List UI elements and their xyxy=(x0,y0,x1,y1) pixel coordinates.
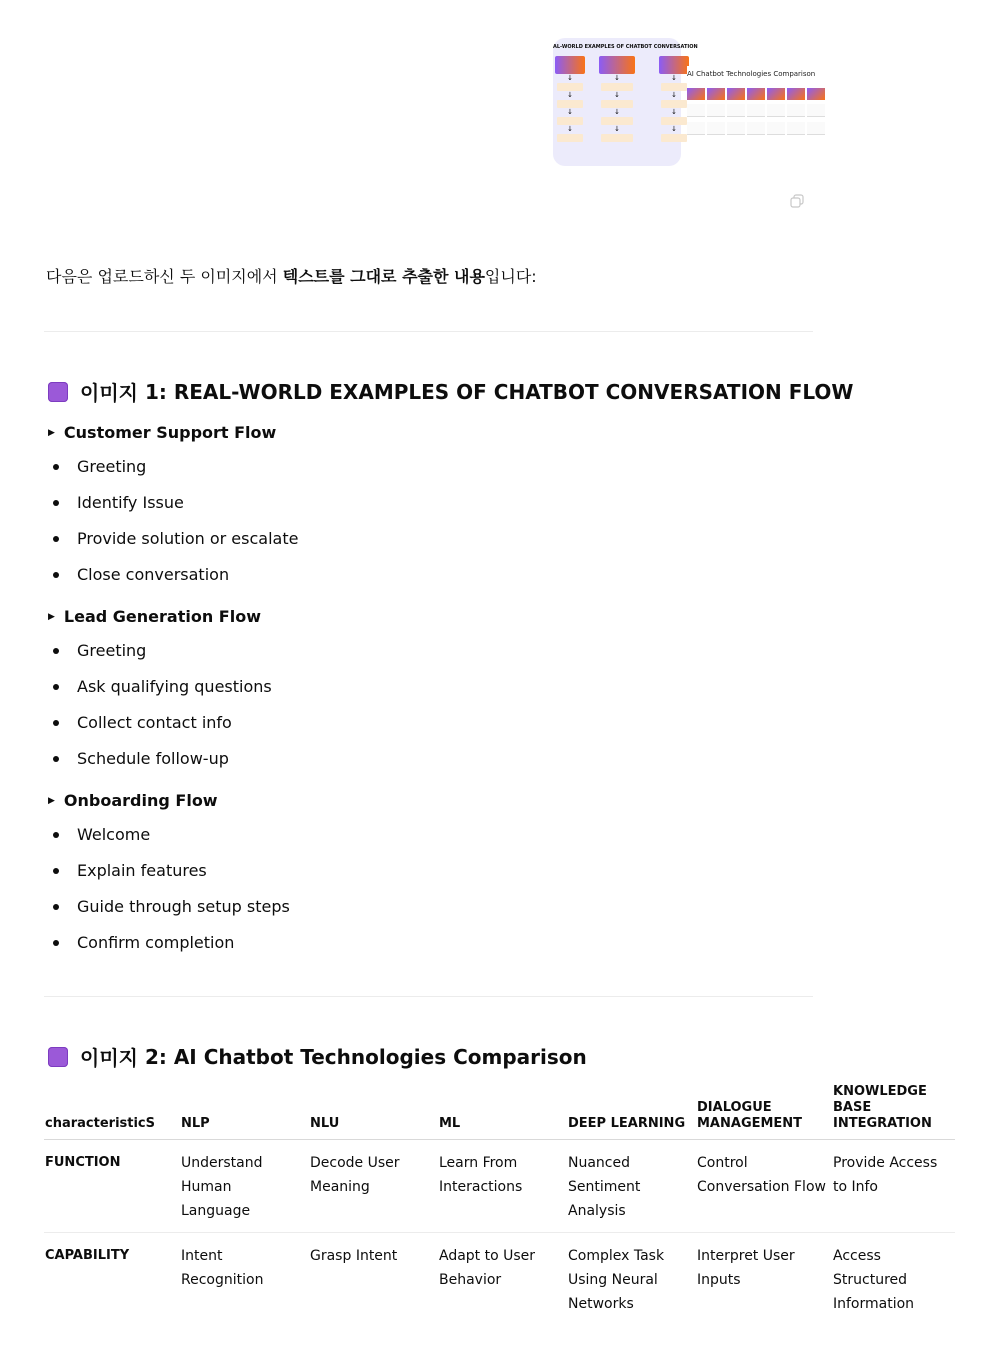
copy-icon[interactable] xyxy=(790,194,804,208)
intro-bold: 텍스트를 그대로 추출한 내용 xyxy=(282,267,485,286)
table-header-row xyxy=(44,1084,955,1140)
table-cell: Understand Human Language xyxy=(180,1140,309,1233)
purple-square-icon xyxy=(48,382,68,402)
divider xyxy=(44,996,813,997)
bullet-icon xyxy=(53,536,59,542)
list-item: Welcome xyxy=(53,825,150,844)
table-cell: CAPABILITY xyxy=(45,1248,130,1263)
list-item: Close conversation xyxy=(53,565,229,584)
table-cell: Grasp Intent xyxy=(310,1248,398,1264)
list-item: Greeting xyxy=(53,457,146,476)
list-item: Guide through setup steps xyxy=(53,897,290,916)
table-header: DIALOGUE MANAGEMENT xyxy=(696,1084,832,1140)
bullet-icon xyxy=(53,940,59,946)
table-cell: Nuanced Sentiment Analysis xyxy=(567,1140,696,1233)
intro-text: 다음은 업로드하신 두 이미지에서 텍스트를 그대로 추출한 내용입니다: xyxy=(46,267,537,286)
bullet-icon xyxy=(53,648,59,654)
bullet-icon xyxy=(53,832,59,838)
section-2-heading: 이미지 2: AI Chatbot Technologies Comparison xyxy=(48,1042,587,1071)
triangle-right-icon: ▶ xyxy=(48,427,55,438)
flow-heading-lead-generation: ▶ Lead Generation Flow xyxy=(48,607,261,626)
table-header: KNOWLEDGE BASE INTEGRATION xyxy=(832,1084,955,1140)
table-header: DEEP LEARNING xyxy=(567,1084,696,1140)
list-item: Provide solution or escalate xyxy=(53,529,298,548)
table-cell: Adapt to User Behavior xyxy=(439,1248,536,1288)
table-row xyxy=(44,1140,955,1233)
bullet-icon xyxy=(53,572,59,578)
flow-heading-onboarding: ▶ Onboarding Flow xyxy=(48,791,218,810)
list-item: Greeting xyxy=(53,641,146,660)
table-cell: Provide Access to Info xyxy=(832,1140,955,1233)
table-row xyxy=(44,1233,955,1326)
uploaded-images xyxy=(553,38,815,166)
table-cell: Complex Task Using Neural Networks xyxy=(568,1248,665,1312)
purple-square-icon xyxy=(48,1047,68,1067)
bullet-icon xyxy=(53,684,59,690)
comparison-table xyxy=(44,1084,955,1325)
list-item: Schedule follow-up xyxy=(53,749,229,768)
thumbnail-2-title: AI Chatbot Technologies Comparison xyxy=(687,70,816,78)
table-cell: Intent Recognition xyxy=(181,1248,264,1288)
image-thumbnail-2[interactable] xyxy=(687,66,815,162)
bullet-icon xyxy=(53,500,59,506)
table-header: characteristicS xyxy=(44,1084,180,1140)
table-header: NLP xyxy=(180,1084,309,1140)
flow-heading-customer-support: ▶ Customer Support Flow xyxy=(48,423,277,442)
table-cell: Learn From Interactions xyxy=(438,1140,567,1233)
table-cell: Access Structured Information xyxy=(833,1248,915,1312)
bullet-icon xyxy=(53,464,59,470)
bullet-icon xyxy=(53,868,59,874)
divider xyxy=(44,331,813,332)
triangle-right-icon: ▶ xyxy=(48,795,55,806)
list-item: Collect contact info xyxy=(53,713,232,732)
table-cell: Interpret User Inputs xyxy=(697,1248,795,1288)
table-header: ML xyxy=(438,1084,567,1140)
triangle-right-icon: ▶ xyxy=(48,611,55,622)
table-cell: FUNCTION xyxy=(44,1140,180,1233)
thumbnail-1-title: AL-WORLD EXAMPLES OF CHATBOT CONVERSATION xyxy=(553,44,698,50)
bullet-icon xyxy=(53,756,59,762)
list-item: Ask qualifying questions xyxy=(53,677,272,696)
list-item: Confirm completion xyxy=(53,933,234,952)
table-header: NLU xyxy=(309,1084,438,1140)
bullet-icon xyxy=(53,904,59,910)
section-1-heading: 이미지 1: REAL-WORLD EXAMPLES OF CHATBOT CONVERSATION FLOW xyxy=(48,377,853,406)
image-thumbnail-1[interactable]: AL-WORLD EXAMPLES OF CHATBOT CONVERSATION ↓ ↓ ↓ ↓ ↓ ↓ ↓ ↓ ↓ ↓ ↓ ↓ xyxy=(553,38,681,166)
list-item: Identify Issue xyxy=(53,493,184,512)
table-cell: Control Conversation Flow xyxy=(696,1140,832,1233)
bullet-icon xyxy=(53,720,59,726)
table-cell: Decode User Meaning xyxy=(309,1140,438,1233)
list-item: Explain features xyxy=(53,861,207,880)
